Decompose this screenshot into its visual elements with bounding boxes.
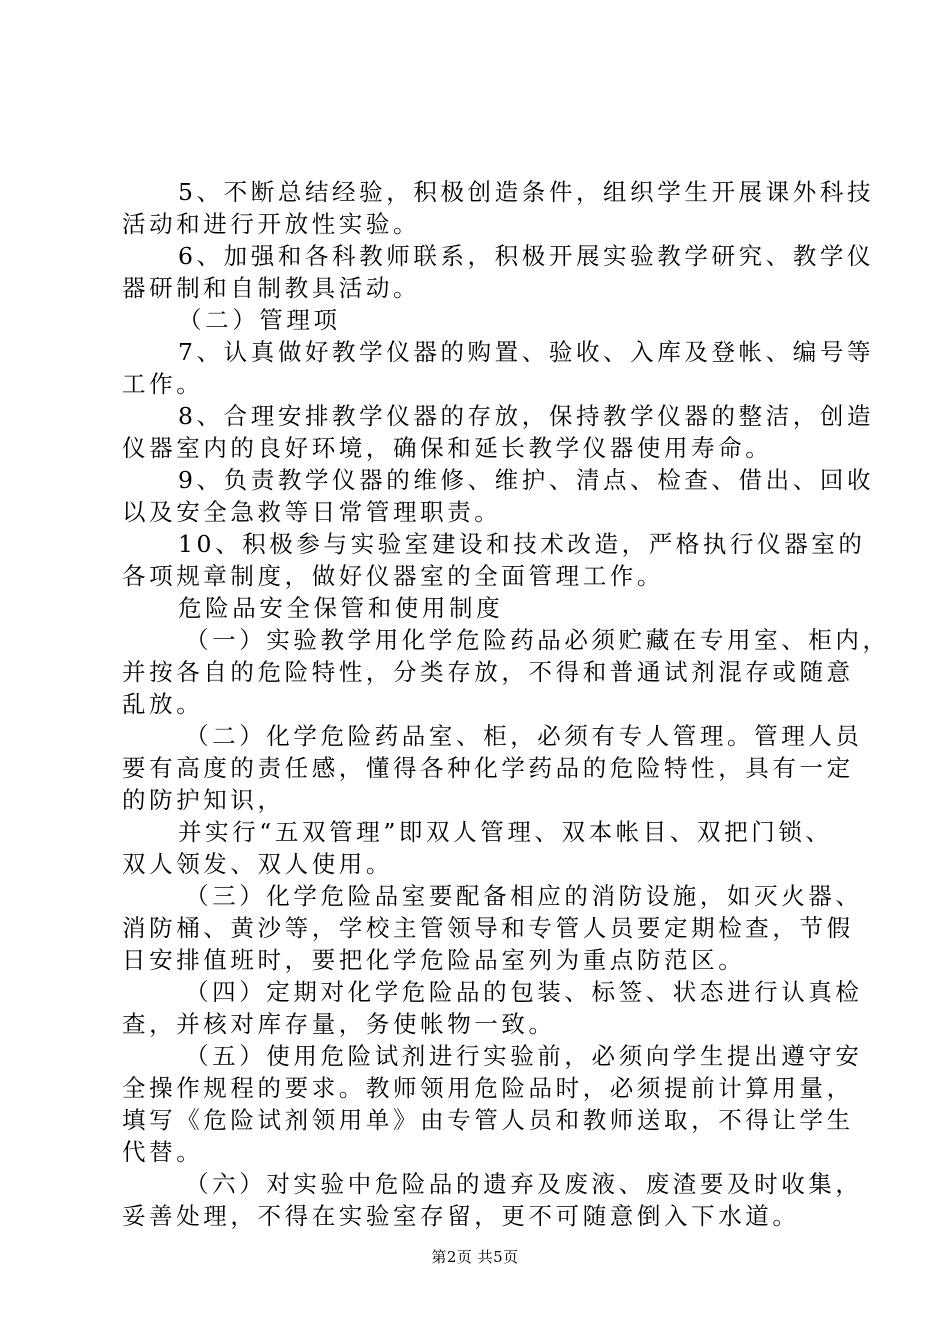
- text-line: （三）化学危险品室要配备相应的消防设施，如灭火器、: [185, 882, 863, 910]
- text-line: 并按各自的危险特性，分类存放，不得和普通试剂混存或随意: [122, 658, 854, 686]
- text-line: 工作。: [122, 370, 204, 398]
- text-line: 填写《危险试剂领用单》由专管人员和教师送取，不得让学生: [122, 1106, 854, 1134]
- text-line: 全操作规程的要求。教师领用危险品时，必须提前计算用量，: [122, 1074, 854, 1102]
- text-line: 9、负责教学仪器的维修、维护、清点、检查、借出、回收: [178, 466, 875, 494]
- text-line: 的防护知识，: [122, 786, 285, 814]
- text-line: 6、加强和各科教师联系，积极开展实验教学研究、教学仪: [178, 242, 875, 270]
- text-line: 要有高度的责任感，懂得各种化学药品的危险特性，具有一定: [122, 754, 854, 782]
- text-line: 代替。: [122, 1138, 204, 1166]
- text-line: 活动和进行开放性实验。: [122, 210, 421, 238]
- text-line: 10、积极参与实验室建设和技术改造，严格执行仪器室的: [178, 530, 866, 558]
- text-line: 8、合理安排教学仪器的存放，保持教学仪器的整洁，创造: [178, 402, 875, 430]
- text-line: 7、认真做好教学仪器的购置、验收、入库及登帐、编号等: [178, 338, 875, 366]
- text-line: （六）对实验中危险品的遗弃及废液、废渣要及时收集，: [185, 1170, 863, 1198]
- text-line: 5、不断总结经验，积极创造条件，组织学生开展课外科技: [178, 178, 875, 206]
- text-line: 消防桶、黄沙等，学校主管领导和专管人员要定期检查，节假: [122, 914, 854, 942]
- text-line: （一）实验教学用化学危险药品必须贮藏在专用室、柜内，: [185, 626, 890, 654]
- text-line: 仪器室内的良好环境，确保和延长教学仪器使用寿命。: [122, 434, 773, 462]
- page-number-footer: 第2页 共5页: [431, 1248, 519, 1266]
- text-line: 妥善处理，不得在实验室存留，更不可随意倒入下水道。: [122, 1202, 800, 1230]
- text-line: 日安排值班时，要把化学危险品室列为重点防范区。: [122, 946, 746, 974]
- text-line: 器研制和自制教具活动。: [122, 274, 421, 302]
- text-line: （二）管理项: [178, 306, 341, 334]
- text-line: 双人领发、双人使用。: [122, 850, 393, 878]
- text-line: 以及安全急救等日常管理职责。: [122, 498, 502, 526]
- text-line: 并实行“五双管理”即双人管理、双本帐目、双把门锁、: [178, 818, 833, 846]
- text-line: 查，并核对库存量，务使帐物一致。: [122, 1010, 556, 1038]
- section-heading: 危险品安全保管和使用制度: [178, 594, 504, 622]
- text-line: 各项规章制度，做好仪器室的全面管理工作。: [122, 562, 664, 590]
- text-line: （四）定期对化学危险品的包装、标签、状态进行认真检: [185, 978, 863, 1006]
- text-line: （二）化学危险药品室、柜，必须有专人管理。管理人员: [185, 722, 863, 750]
- text-line: 乱放。: [122, 690, 204, 718]
- text-line: （五）使用危险试剂进行实验前，必须向学生提出遵守安: [185, 1042, 863, 1070]
